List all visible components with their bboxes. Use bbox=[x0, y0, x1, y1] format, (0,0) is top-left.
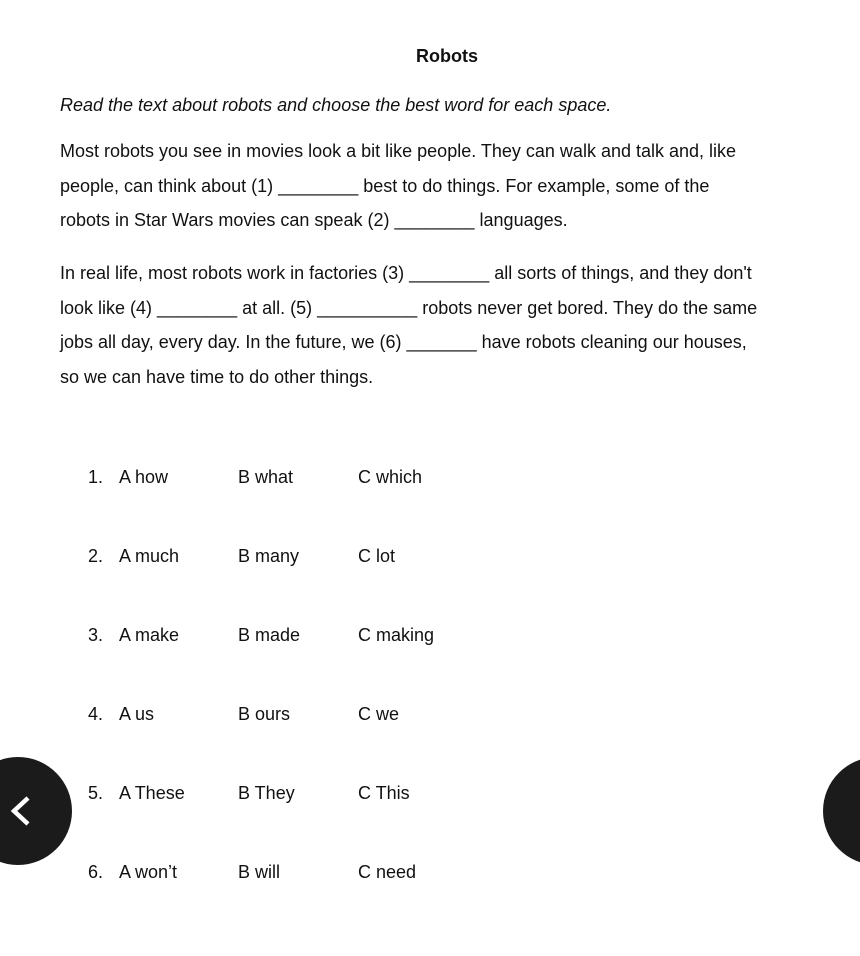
option-c: C making bbox=[358, 625, 435, 645]
option-a: A make bbox=[119, 625, 180, 645]
paragraph-1 bbox=[60, 134, 736, 238]
option-b: B made bbox=[238, 625, 301, 645]
paragraph-line: Most robots you see in movies look a bit like people. They can walk and talk and, like bbox=[60, 141, 737, 161]
option-a: A won’t bbox=[119, 862, 178, 882]
option-a: A how bbox=[119, 467, 169, 487]
next-page-button[interactable] bbox=[823, 757, 860, 865]
question-number: 6. bbox=[88, 862, 104, 882]
option-b: B what bbox=[238, 467, 294, 487]
option-c: C need bbox=[358, 862, 417, 882]
option-c: C lot bbox=[358, 546, 396, 566]
option-c: C This bbox=[358, 783, 410, 803]
paragraph-line: robots in Star Wars movies can speak (2) ________ languages. bbox=[60, 210, 568, 230]
previous-page-button[interactable] bbox=[0, 757, 72, 865]
option-b: B many bbox=[238, 546, 300, 566]
chevron-left-icon bbox=[4, 794, 38, 828]
question-number: 2. bbox=[88, 546, 104, 566]
question-number: 5. bbox=[88, 783, 104, 803]
question-number: 4. bbox=[88, 704, 104, 724]
question-number: 3. bbox=[88, 625, 104, 645]
option-c: C which bbox=[358, 467, 423, 487]
option-b: B They bbox=[238, 783, 295, 803]
paragraph-line: jobs all day, every day. In the future, we (6) _______ have robots cleaning our houses, bbox=[60, 332, 747, 352]
page-title: Robots bbox=[416, 46, 478, 66]
paragraph-2 bbox=[60, 256, 757, 394]
option-a: A These bbox=[119, 783, 185, 803]
option-a: A much bbox=[119, 546, 180, 566]
paragraph-line: people, can think about (1) ________ best to do things. For example, some of the bbox=[60, 175, 710, 196]
option-c: C we bbox=[358, 704, 400, 724]
option-b: B will bbox=[238, 862, 281, 882]
question-number: 1. bbox=[88, 467, 104, 487]
paragraph-line: look like (4) ________ at all. (5) __________ robots never get bored. They do the same bbox=[60, 297, 758, 318]
instructions: Read the text about robots and choose the best word for each space. bbox=[60, 95, 612, 115]
paragraph-line: so we can have time to do other things. bbox=[60, 366, 374, 387]
option-b: B ours bbox=[238, 704, 291, 724]
option-a: A us bbox=[119, 704, 155, 724]
paragraph-line: In real life, most robots work in factories (3) ________ all sorts of things, and they don't bbox=[60, 263, 752, 283]
